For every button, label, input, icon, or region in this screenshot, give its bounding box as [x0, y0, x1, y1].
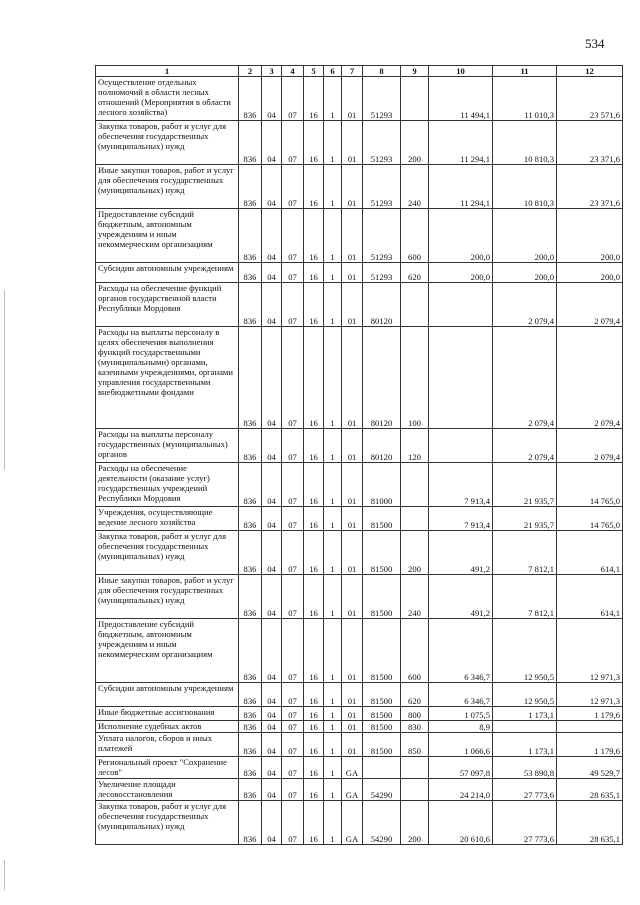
cell-program: 16 [304, 707, 324, 721]
cell-amount-2023: 12 971,3 [557, 683, 623, 707]
cell-ministry: 836 [239, 121, 262, 165]
cell-direction: 81500 [363, 531, 401, 575]
cell-amount-2023: 200,0 [557, 209, 623, 263]
cell-name: Иные бюджетные ассигнования [96, 707, 239, 721]
cell-ministry: 836 [239, 575, 262, 619]
cell-name: Субсидии автономным учреждениям [96, 263, 239, 283]
cell-amount-2021: 11 494,1 [429, 77, 493, 121]
cell-name: Расходы на выплаты персоналу государственных (муниципальных) органов [96, 429, 239, 463]
cell-amount-2021: 11 294,1 [429, 121, 493, 165]
cell-amount-2022: 7 812,1 [493, 531, 557, 575]
cell-subprogram: 1 [324, 531, 342, 575]
cell-section: 04 [262, 683, 282, 707]
cell-event: 01 [342, 209, 363, 263]
cell-subprogram: 1 [324, 463, 342, 507]
cell-amount-2021: 24 214,0 [429, 779, 493, 801]
cell-section: 04 [262, 165, 282, 209]
cell-direction: 51293 [363, 209, 401, 263]
table-row [96, 575, 623, 619]
cell-amount-2023: 49 529,7 [557, 757, 623, 779]
cell-expense-type: 240 [401, 575, 429, 619]
cell-amount-2021 [429, 283, 493, 327]
cell-amount-2022: 12 950,5 [493, 619, 557, 683]
cell-ministry: 836 [239, 209, 262, 263]
cell-expense-type [401, 283, 429, 327]
cell-subprogram: 1 [324, 575, 342, 619]
cell-amount-2021: 7 913,4 [429, 507, 493, 531]
cell-expense-type: 200 [401, 801, 429, 845]
cell-amount-2022: 200,0 [493, 209, 557, 263]
cell-ministry: 836 [239, 429, 262, 463]
cell-direction: 81500 [363, 683, 401, 707]
cell-direction: 51293 [363, 263, 401, 283]
cell-section: 04 [262, 757, 282, 779]
cell-subsection: 07 [282, 531, 304, 575]
cell-amount-2021: 20 610,6 [429, 801, 493, 845]
header-cell-subprogram: 6 [324, 66, 342, 77]
cell-section: 04 [262, 463, 282, 507]
cell-subsection: 07 [282, 779, 304, 801]
header-cell-event: 7 [342, 66, 363, 77]
cell-amount-2023: 14 765,0 [557, 463, 623, 507]
cell-ministry: 836 [239, 77, 262, 121]
cell-subprogram: 1 [324, 429, 342, 463]
cell-program: 16 [304, 263, 324, 283]
table-row [96, 757, 623, 779]
cell-event: 01 [342, 463, 363, 507]
cell-program: 16 [304, 283, 324, 327]
scan-edge-mark [4, 290, 5, 470]
cell-name: Расходы на выплаты персоналу в целях обеспечения выполнения функций государственными (муниципальными) органами, казенными учреждениями, органами управления государственными внебюджетными фондами [96, 327, 239, 429]
cell-ministry: 836 [239, 683, 262, 707]
cell-ministry: 836 [239, 531, 262, 575]
table-row [96, 77, 623, 121]
table-row [96, 801, 623, 845]
cell-amount-2022: 10 810,3 [493, 121, 557, 165]
cell-subprogram: 1 [324, 327, 342, 429]
cell-name: Расходы на обеспечение функций органов государственной власти Республики Мордовия [96, 283, 239, 327]
table-row [96, 283, 623, 327]
cell-subprogram: 1 [324, 801, 342, 845]
cell-event: 01 [342, 575, 363, 619]
table-row [96, 619, 623, 683]
cell-name: Закупка товаров, работ и услуг для обеспечения государственных (муниципальных) нужд [96, 801, 239, 845]
cell-program: 16 [304, 683, 324, 707]
cell-expense-type: 830 [401, 721, 429, 733]
cell-ministry: 836 [239, 263, 262, 283]
cell-amount-2021 [429, 429, 493, 463]
cell-program: 16 [304, 165, 324, 209]
cell-ministry: 836 [239, 283, 262, 327]
cell-direction: 81500 [363, 619, 401, 683]
cell-program: 16 [304, 721, 324, 733]
cell-amount-2022: 200,0 [493, 263, 557, 283]
cell-subsection: 07 [282, 429, 304, 463]
table-row [96, 463, 623, 507]
header-cell-amount-2022: 11 [493, 66, 557, 77]
cell-expense-type [401, 507, 429, 531]
cell-amount-2021: 8,9 [429, 721, 493, 733]
cell-name: Расходы на обеспечение деятельности (оказание услуг) государственных учреждений Республики Мордовия [96, 463, 239, 507]
cell-amount-2023: 1 179,6 [557, 707, 623, 721]
cell-direction: 81500 [363, 507, 401, 531]
cell-name: Предоставление субсидий бюджетным, автономным учреждениям и иным некоммерческим организациям [96, 619, 239, 683]
cell-subsection: 07 [282, 283, 304, 327]
cell-ministry: 836 [239, 779, 262, 801]
cell-subprogram: 1 [324, 209, 342, 263]
table-row [96, 779, 623, 801]
scan-edge-mark [4, 860, 5, 890]
cell-expense-type [401, 779, 429, 801]
cell-amount-2021: 491,2 [429, 575, 493, 619]
cell-program: 16 [304, 327, 324, 429]
cell-expense-type: 800 [401, 707, 429, 721]
cell-name: Уплата налогов, сборов и иных платежей [96, 733, 239, 757]
cell-expense-type: 850 [401, 733, 429, 757]
cell-amount-2023: 23 371,6 [557, 165, 623, 209]
table-row [96, 721, 623, 733]
cell-name: Увеличение площади лесовосстановления [96, 779, 239, 801]
table-header-row [96, 66, 623, 77]
cell-section: 04 [262, 283, 282, 327]
budget-table [95, 65, 623, 845]
cell-subsection: 07 [282, 209, 304, 263]
cell-event: 01 [342, 531, 363, 575]
cell-amount-2023: 200,0 [557, 263, 623, 283]
cell-subsection: 07 [282, 507, 304, 531]
table-row [96, 165, 623, 209]
cell-event: 01 [342, 429, 363, 463]
cell-program: 16 [304, 209, 324, 263]
cell-section: 04 [262, 77, 282, 121]
cell-section: 04 [262, 209, 282, 263]
cell-subsection: 07 [282, 575, 304, 619]
cell-subprogram: 1 [324, 707, 342, 721]
cell-subprogram: 1 [324, 263, 342, 283]
cell-amount-2021: 200,0 [429, 209, 493, 263]
cell-direction: 54290 [363, 801, 401, 845]
cell-amount-2022: 2 079,4 [493, 283, 557, 327]
cell-event: 01 [342, 121, 363, 165]
cell-amount-2023: 2 079,4 [557, 327, 623, 429]
cell-section: 04 [262, 575, 282, 619]
cell-amount-2022: 2 079,4 [493, 429, 557, 463]
cell-amount-2021: 491,2 [429, 531, 493, 575]
cell-subprogram: 1 [324, 619, 342, 683]
cell-amount-2022: 7 812,1 [493, 575, 557, 619]
cell-event: GA [342, 779, 363, 801]
cell-amount-2023: 12 971,3 [557, 619, 623, 683]
cell-direction: 81500 [363, 733, 401, 757]
cell-amount-2022: 27 773,6 [493, 779, 557, 801]
cell-amount-2022: 21 935,7 [493, 463, 557, 507]
cell-program: 16 [304, 429, 324, 463]
cell-amount-2023: 23 571,6 [557, 77, 623, 121]
cell-program: 16 [304, 507, 324, 531]
cell-amount-2023: 28 635,1 [557, 801, 623, 845]
cell-event: 01 [342, 619, 363, 683]
cell-subprogram: 1 [324, 721, 342, 733]
cell-section: 04 [262, 707, 282, 721]
header-cell-subsection: 4 [282, 66, 304, 77]
cell-direction: 51293 [363, 77, 401, 121]
table-row [96, 429, 623, 463]
cell-amount-2021: 1 066,6 [429, 733, 493, 757]
cell-event: 01 [342, 263, 363, 283]
table-row [96, 121, 623, 165]
cell-name: Иные закупки товаров, работ и услуг для обеспечения государственных (муниципальных) нужд [96, 575, 239, 619]
table-row [96, 707, 623, 721]
cell-event: 01 [342, 733, 363, 757]
cell-expense-type: 120 [401, 429, 429, 463]
cell-amount-2021 [429, 327, 493, 429]
cell-section: 04 [262, 531, 282, 575]
cell-ministry: 836 [239, 327, 262, 429]
cell-program: 16 [304, 733, 324, 757]
cell-ministry: 836 [239, 507, 262, 531]
cell-expense-type [401, 757, 429, 779]
cell-ministry: 836 [239, 801, 262, 845]
header-cell-amount-2021: 10 [429, 66, 493, 77]
cell-name: Осуществление отдельных полномочий в области лесных отношений (Мероприятия в области лесного хозяйства) [96, 77, 239, 121]
cell-amount-2021: 11 294,1 [429, 165, 493, 209]
header-cell-direction: 8 [363, 66, 401, 77]
cell-subprogram: 1 [324, 507, 342, 531]
cell-amount-2023: 614,1 [557, 531, 623, 575]
cell-ministry: 836 [239, 707, 262, 721]
cell-subsection: 07 [282, 165, 304, 209]
cell-amount-2021: 57 097,8 [429, 757, 493, 779]
cell-event: 01 [342, 721, 363, 733]
table-row [96, 683, 623, 707]
cell-direction [363, 757, 401, 779]
cell-ministry: 836 [239, 165, 262, 209]
cell-ministry: 836 [239, 721, 262, 733]
cell-direction: 81000 [363, 463, 401, 507]
cell-amount-2023: 2 079,4 [557, 283, 623, 327]
cell-amount-2023: 1 179,6 [557, 733, 623, 757]
cell-event: GA [342, 757, 363, 779]
cell-event: GA [342, 801, 363, 845]
cell-event: 01 [342, 683, 363, 707]
cell-amount-2022: 53 890,8 [493, 757, 557, 779]
cell-subprogram: 1 [324, 683, 342, 707]
cell-direction: 81500 [363, 707, 401, 721]
cell-direction: 51293 [363, 121, 401, 165]
cell-expense-type: 240 [401, 165, 429, 209]
cell-event: 01 [342, 283, 363, 327]
table-body [96, 66, 623, 845]
cell-ministry: 836 [239, 733, 262, 757]
cell-section: 04 [262, 733, 282, 757]
header-cell-expense-type: 9 [401, 66, 429, 77]
cell-subsection: 07 [282, 683, 304, 707]
cell-program: 16 [304, 531, 324, 575]
cell-direction: 80120 [363, 429, 401, 463]
cell-event: 01 [342, 77, 363, 121]
table-row [96, 209, 623, 263]
cell-name: Учреждения, осуществляющие ведение лесного хозяйства [96, 507, 239, 531]
cell-name: Предоставление субсидий бюджетным, автономным учреждениям и иным некоммерческим организациям [96, 209, 239, 263]
cell-expense-type: 200 [401, 531, 429, 575]
cell-amount-2021: 1 075,5 [429, 707, 493, 721]
cell-amount-2023: 14 765,0 [557, 507, 623, 531]
cell-subsection: 07 [282, 721, 304, 733]
cell-subprogram: 1 [324, 77, 342, 121]
cell-program: 16 [304, 619, 324, 683]
cell-amount-2022: 2 079,4 [493, 327, 557, 429]
cell-program: 16 [304, 801, 324, 845]
cell-event: 01 [342, 507, 363, 531]
cell-subprogram: 1 [324, 121, 342, 165]
cell-direction: 51293 [363, 165, 401, 209]
cell-subsection: 07 [282, 121, 304, 165]
cell-expense-type: 200 [401, 121, 429, 165]
cell-section: 04 [262, 619, 282, 683]
table-row [96, 733, 623, 757]
cell-name: Региональный проект "Сохранение лесов" [96, 757, 239, 779]
cell-amount-2021: 200,0 [429, 263, 493, 283]
cell-subprogram: 1 [324, 733, 342, 757]
cell-amount-2022: 11 010,3 [493, 77, 557, 121]
cell-event: 01 [342, 707, 363, 721]
table-row [96, 263, 623, 283]
cell-section: 04 [262, 801, 282, 845]
cell-subsection: 07 [282, 327, 304, 429]
cell-amount-2022: 27 773,6 [493, 801, 557, 845]
cell-ministry: 836 [239, 619, 262, 683]
cell-direction: 80120 [363, 327, 401, 429]
cell-subsection: 07 [282, 263, 304, 283]
cell-section: 04 [262, 121, 282, 165]
cell-expense-type: 620 [401, 683, 429, 707]
cell-subsection: 07 [282, 757, 304, 779]
cell-name: Исполнение судебных актов [96, 721, 239, 733]
cell-expense-type: 620 [401, 263, 429, 283]
cell-ministry: 836 [239, 463, 262, 507]
cell-amount-2022 [493, 721, 557, 733]
cell-amount-2022: 10 810,3 [493, 165, 557, 209]
cell-subsection: 07 [282, 707, 304, 721]
cell-program: 16 [304, 757, 324, 779]
cell-program: 16 [304, 463, 324, 507]
cell-event: 01 [342, 165, 363, 209]
header-cell-amount-2023: 12 [557, 66, 623, 77]
cell-amount-2023: 614,1 [557, 575, 623, 619]
cell-direction: 54290 [363, 779, 401, 801]
cell-amount-2023: 2 079,4 [557, 429, 623, 463]
cell-name: Субсидии автономным учреждениям [96, 683, 239, 707]
cell-subsection: 07 [282, 77, 304, 121]
cell-subprogram: 1 [324, 779, 342, 801]
cell-section: 04 [262, 429, 282, 463]
cell-expense-type [401, 77, 429, 121]
cell-section: 04 [262, 779, 282, 801]
cell-amount-2023: 28 635,1 [557, 779, 623, 801]
cell-subsection: 07 [282, 733, 304, 757]
cell-amount-2023 [557, 721, 623, 733]
cell-amount-2021: 6 346,7 [429, 619, 493, 683]
cell-expense-type: 600 [401, 619, 429, 683]
header-cell-name: 1 [96, 66, 239, 77]
cell-ministry: 836 [239, 757, 262, 779]
cell-subprogram: 1 [324, 283, 342, 327]
cell-amount-2022: 21 935,7 [493, 507, 557, 531]
header-cell-section: 3 [262, 66, 282, 77]
cell-program: 16 [304, 779, 324, 801]
cell-subprogram: 1 [324, 165, 342, 209]
table-row [96, 507, 623, 531]
cell-expense-type: 100 [401, 327, 429, 429]
cell-amount-2022: 12 950,5 [493, 683, 557, 707]
cell-program: 16 [304, 77, 324, 121]
cell-amount-2021: 7 913,4 [429, 463, 493, 507]
cell-amount-2021: 6 346,7 [429, 683, 493, 707]
cell-amount-2023: 23 371,6 [557, 121, 623, 165]
cell-section: 04 [262, 327, 282, 429]
table-row [96, 531, 623, 575]
cell-name: Закупка товаров, работ и услуг для обеспечения государственных (муниципальных) нужд [96, 121, 239, 165]
cell-program: 16 [304, 575, 324, 619]
cell-event: 01 [342, 327, 363, 429]
cell-subsection: 07 [282, 463, 304, 507]
cell-name: Закупка товаров, работ и услуг для обеспечения государственных (муниципальных) нужд [96, 531, 239, 575]
header-cell-ministry: 2 [239, 66, 262, 77]
cell-subprogram: 1 [324, 757, 342, 779]
cell-direction: 81500 [363, 721, 401, 733]
cell-subsection: 07 [282, 619, 304, 683]
cell-section: 04 [262, 263, 282, 283]
table-row [96, 327, 623, 429]
cell-expense-type [401, 463, 429, 507]
cell-direction: 81500 [363, 575, 401, 619]
cell-section: 04 [262, 721, 282, 733]
cell-direction: 80120 [363, 283, 401, 327]
cell-section: 04 [262, 507, 282, 531]
cell-subsection: 07 [282, 801, 304, 845]
cell-amount-2022: 1 173,1 [493, 733, 557, 757]
cell-amount-2022: 1 173,1 [493, 707, 557, 721]
page-number: 534 [585, 36, 605, 51]
header-cell-program: 5 [304, 66, 324, 77]
cell-name: Иные закупки товаров, работ и услуг для обеспечения государственных (муниципальных) нужд [96, 165, 239, 209]
cell-program: 16 [304, 121, 324, 165]
cell-expense-type: 600 [401, 209, 429, 263]
